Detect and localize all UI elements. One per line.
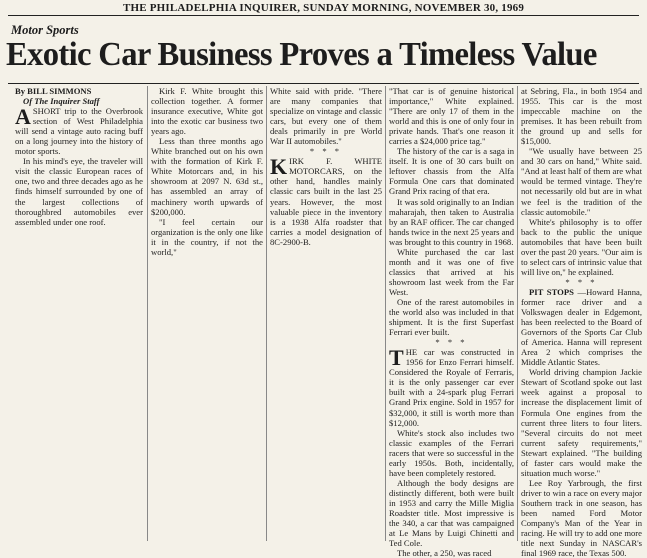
paragraph: Although the body designs are distinctly different, both were built in 1953 and carry the Mille Miglia Roadster title. Most impressive is the 340, a car that was campaigned at Le Mans by Luigi Chinetti and Ted Cole. bbox=[389, 477, 514, 549]
column-3 bbox=[270, 86, 382, 247]
paragraph: Kirk F. White brought this collection together. A former insurance executive, White got into the exotic car business two years ago. bbox=[151, 86, 263, 137]
masthead: THE PHILADELPHIA INQUIRER, SUNDAY MORNING, NOVEMBER 30, 1969 bbox=[122, 2, 525, 14]
paragraph-text: IRK F. WHITE MOTORCARS, on the other hand, handles mainly classic cars built in the last 25 years. However, the most valuable piece in the inventory is a 1938 Alfa roadster that carries a model designation of 8C-2900-B. bbox=[270, 156, 382, 247]
paragraph: "We usually have between 25 and 30 cars on hand," White said. "And at least half of them are what would be termed vintage. They're not necessarily old but are in what we feel is the tradition of the classic automobile." bbox=[521, 146, 642, 217]
paragraph: Lee Roy Yarbrough, the first driver to win a race on every major Southern track in one season, has been named Ford Motor Company's Man of the Year in racing. He will try to add one more title next Sunday in NASCAR's final 1969 race, the Texas 500. bbox=[521, 477, 642, 558]
paragraph: In his mind's eye, the traveler will visit the classic European races of one, two and three decades ago as he finds himself surrounded by one of the largest collections of thoroughbred automobiles ever assembled under one roof. bbox=[15, 156, 143, 227]
drop-cap: A bbox=[15, 104, 31, 130]
paragraph: White said with pride. "There are many companies that specialize on vintage and classic cars, but every one of them deals primarily in pre World War II automobiles." bbox=[270, 86, 382, 147]
paragraph: "I feel certain our organization is the only one like it in the country, if not the world," bbox=[151, 216, 263, 257]
section-stars: * * * bbox=[435, 337, 468, 348]
staff-line: Of The Inquirer Staff bbox=[23, 96, 100, 107]
dropcap-paragraph bbox=[389, 347, 514, 427]
paragraph: "That car is of genuine historical importance," White explained. "There are only 17 of them in the world and this is one of only four in private hands. That's one reason it carries a $24,000 price tag." bbox=[389, 86, 514, 147]
paragraph: One of the rarest automobiles in the world also was included in that shipment. It is the first Superfast Ferrari ever built. bbox=[389, 296, 514, 338]
paragraph: The other, a 250, was raced bbox=[397, 548, 492, 558]
drop-cap: K bbox=[270, 154, 288, 180]
column-4 bbox=[389, 86, 514, 558]
paragraph: White purchased the car last month and it was one of five classics that arrived at his showroom last week from the Far West. bbox=[389, 246, 514, 297]
paragraph: The history of the car is a saga in itself. It is one of 30 cars built on leftover chassis from the Alfa Formula One cars that dominated Grand Prix racing of that era. bbox=[389, 146, 514, 197]
paragraph: Less than three months ago White branched out on his own with the formation of Kirk F. White Motorcars and, in his showroom at 2097 N. 63d st., has assembled an array of machinery worth upwards of $200,000. bbox=[151, 136, 263, 217]
section-stars: * * * bbox=[565, 276, 598, 287]
paragraph: World driving champion Jackie Stewart of Scotland spoke out last week against a proposal to increase the displacement limit of Formula One engines from the current three liters to four liters. "Several circuits do not meet current safety requirements," Stewart explained. "The building of faster cars would make the situation much worse." bbox=[521, 367, 642, 478]
pit-stops-label: PIT STOPS bbox=[529, 286, 574, 297]
masthead-rule bbox=[8, 15, 639, 16]
column-divider bbox=[147, 86, 148, 541]
paragraph-text: —Howard Hanna, former race driver and a Volkswagen dealer in Edgemont, has been reelected to the Board of Governors of the Sports Car Club of America. Hanna will represent Area 2 which comprises the Middle Atlantic States. bbox=[521, 286, 642, 368]
dropcap-paragraph bbox=[270, 156, 382, 246]
column-divider bbox=[385, 86, 386, 541]
column-2 bbox=[151, 86, 263, 257]
lead-text: SHORT trip to the Overbrook section of West Philadelphia will send a vintage auto racing buff on a long journey into the history of motor sports. bbox=[15, 106, 143, 157]
column-divider bbox=[266, 86, 267, 541]
drop-cap: T bbox=[389, 345, 404, 371]
headline: Exotic Car Business Proves a Timeless Value bbox=[6, 36, 597, 73]
paragraph: White's stock also includes two classic examples of the Ferrari racers that were so successful in the early 1950s. Both, incidentally, have been completely restored. bbox=[389, 427, 514, 478]
lead-paragraph bbox=[15, 106, 143, 156]
column-5 bbox=[521, 86, 642, 558]
paragraph: It was sold originally to an Indian maharajah, then taken to Australia by an RAF officer. The car changed hands twice in the next 25 years and was brought to this country in 1968. bbox=[389, 196, 514, 247]
column-1 bbox=[15, 86, 143, 227]
paragraph: at Sebring, Fla., in both 1954 and 1955. This car is the most impeccable machine on the premises. It has been rebuilt from the ground up and sells for $15,000. bbox=[521, 86, 642, 147]
column-divider bbox=[517, 86, 518, 541]
section-label: Motor Sports bbox=[11, 23, 79, 37]
section-stars: * * * bbox=[309, 146, 343, 157]
byline: By BILL SIMMONS bbox=[15, 86, 92, 96]
pit-stops-paragraph bbox=[521, 287, 642, 367]
paragraph: White's philosophy is to offer back to the public the unique automobiles that have been built over the past 20 years. "Our aim is to select cars of intrinsic value that will live on," he explained. bbox=[521, 216, 642, 277]
headline-rule bbox=[8, 83, 639, 84]
paragraph-text: HE car was constructed in 1956 for Enzo Ferrari himself. Considered the Royale of Ferraris, it is the only passenger car ever built with a 24-spark plug Ferrari Grand Prix engine. Sold in 1957 for $32,000, it still is worth more than $12,000. bbox=[389, 347, 514, 428]
